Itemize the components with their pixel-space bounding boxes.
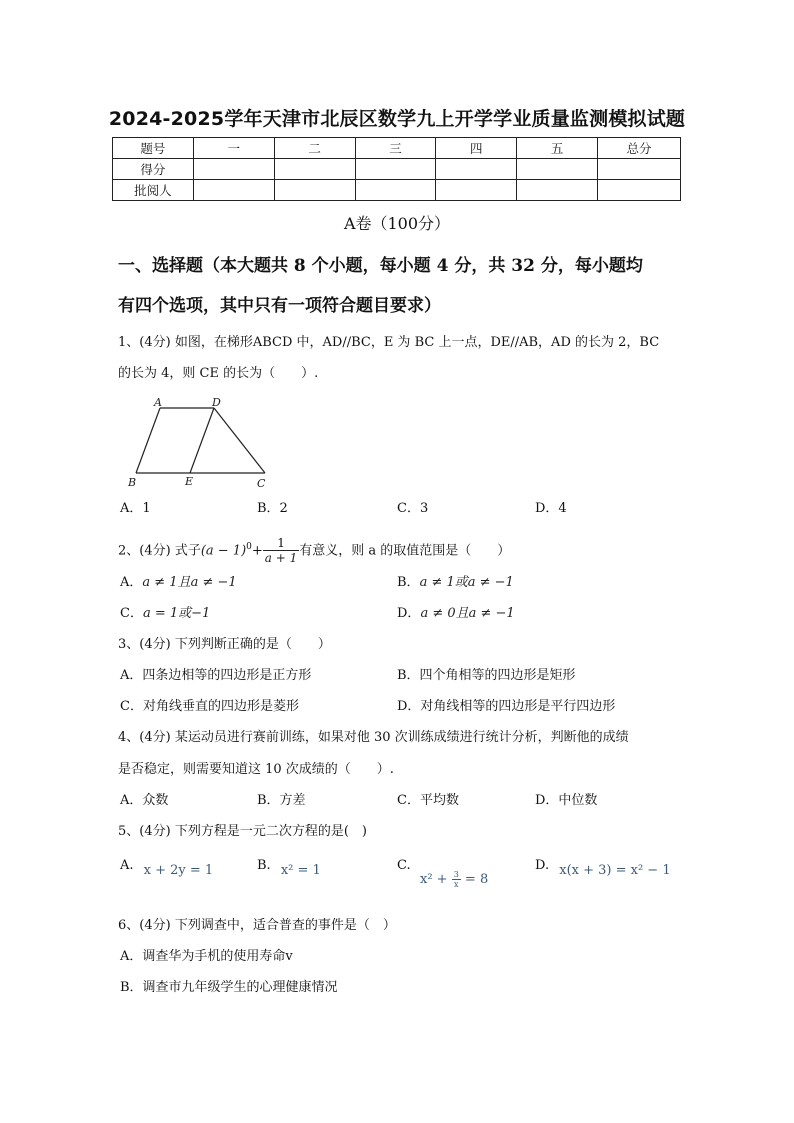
q2-stem [118,533,678,565]
q6-option-b: B．调查市九年级学生的心理健康情况 [120,980,338,995]
exam-title: 2024-2025学年天津市北辰区数学九上开学学业质量监测模拟试题 [108,108,686,130]
score-table-cell [355,159,436,180]
q2-plus: + [251,543,263,559]
q5-option-d-letter: D. [535,858,550,873]
score-table-cell: 得分 [113,159,194,180]
q4-option-c: C．平均数 [397,793,459,808]
q2-suffix: 有意义，则 a 的取值范围是（ ） [299,543,511,559]
q2-option-b-letter: B． [397,575,420,590]
q5-option-c-expr [420,870,488,889]
q2-prefix: 2、(4分) 式子 [118,543,201,559]
q2-frac-num: 1 [263,536,299,551]
q2-option-c [120,606,210,622]
q5-option-d [535,858,671,878]
q5-option-c-letter: C. [397,858,411,873]
score-table-cell [517,180,598,201]
q3-option-b: B．四个角相等的四边形是矩形 [397,668,576,683]
q2-option-b-math: a ≠ 1或a ≠ −1 [419,575,514,590]
q1-option-a: A．1 [120,501,151,516]
score-table-cell [436,159,517,180]
q1-stem-line1: 1、(4分) 如图，在梯形ABCD 中，AD//BC，E 为 BC 上一点，DE//AB，AD 的长为 2，BC [118,335,660,350]
q5-option-a [120,858,214,878]
label-a: A [154,396,162,409]
q4-option-d: D．中位数 [535,793,598,808]
score-table [112,137,681,201]
q5-option-b-math: x² = 1 [280,863,321,878]
q2-option-c-math: a = 1或−1 [142,606,211,621]
score-table-cell: 总分 [598,138,681,159]
q2-frac-den: a + 1 [264,551,298,566]
score-table-cell: 题号 [113,138,194,159]
score-table-cell [193,159,274,180]
score-table-row [113,159,681,180]
q2-fraction [263,536,299,565]
score-table-cell [436,180,517,201]
q3-option-d: D．对角线相等的四边形是平行四边形 [397,699,616,714]
section-a-title: A卷（100分） [343,214,451,233]
score-table-row [113,138,681,159]
q2-option-d [397,606,515,622]
score-table-cell [274,159,355,180]
q6-stem: 6、(4分) 下列调查中，适合普查的事件是（ ） [118,918,396,933]
score-table-cell: 四 [436,138,517,159]
q5-option-b [257,858,321,878]
label-b: B [128,476,137,489]
label-c: C [257,477,266,490]
q2-option-a-math: a ≠ 1且a ≠ −1 [142,575,237,590]
q5-stem: 5、(4分) 下列方程是一元二次方程的是( ) [118,824,367,839]
score-table-cell: 一 [193,138,274,159]
score-table-cell [517,159,598,180]
q4-option-a: A．众数 [120,793,169,808]
q5-option-c-frac-den: x [453,880,459,889]
part1-heading-line1: 一、选择题（本大题共 8 个小题，每小题 4 分，共 32 分，每小题均 [118,256,643,276]
q5-option-c-fraction [452,870,461,889]
q3-option-a: A．四条边相等的四边形是正方形 [120,668,312,683]
q5-option-c [397,858,411,874]
score-table-cell [274,180,355,201]
q2-option-d-math: a ≠ 0且a ≠ −1 [420,606,515,621]
q6-option-a: A．调查华为手机的使用寿命v [120,949,293,964]
q1-option-c: C．3 [397,501,429,516]
q4-stem-line1: 4、(4分) 某运动员进行赛前训练，如果对他 30 次训练成绩进行统计分析，判断他的成绩 [118,730,629,745]
q1-option-b: B．2 [257,501,288,516]
trapezoid-figure [124,395,274,490]
q5-option-c-math-post: = 8 [460,872,489,887]
q2-option-a-letter: A． [120,575,143,590]
segment-de [190,408,214,473]
q4-option-b: B．方差 [257,793,306,808]
segment-dc [214,408,265,473]
score-table-cell [193,180,274,201]
q4-stem-line2: 是否稳定，则需要知道这 10 次成绩的（ ）. [118,762,394,777]
q2-option-c-letter: C． [120,606,143,621]
q5-option-d-math: x(x + 3) = x² − 1 [559,863,671,878]
q1-option-d: D．4 [535,501,567,516]
q5-option-a-math: x + 2y = 1 [143,863,214,878]
q2-option-d-letter: D． [397,606,421,621]
score-table-cell [598,180,681,201]
q2-expr-base: (a − 1) [200,543,247,559]
score-table-cell: 二 [274,138,355,159]
label-e: E [185,475,194,488]
q2-option-a [120,575,237,591]
part1-heading-line2: 有四个选项，其中只有一项符合题目要求） [118,296,441,316]
q1-stem-line2: 的长为 4，则 CE 的长为（ ）. [118,366,319,381]
score-table-cell: 三 [355,138,436,159]
score-table-cell [355,180,436,201]
score-table-cell: 五 [517,138,598,159]
q5-option-c-math-pre: x² + [420,872,452,887]
q3-option-c: C．对角线垂直的四边形是菱形 [120,699,299,714]
q3-stem: 3、(4分) 下列判断正确的是（ ） [118,637,331,652]
q5-option-c-frac-num: 3 [453,870,459,879]
q2-expr-exp: 0 [246,542,252,552]
score-table-cell: 批阅人 [113,180,194,201]
q5-option-a-letter: A. [120,858,134,873]
q5-option-b-letter: B. [257,858,271,873]
score-table-row [113,180,681,201]
label-d: D [212,396,221,409]
score-table-cell [598,159,681,180]
segment-ab [136,408,160,473]
q2-option-b [397,575,514,591]
